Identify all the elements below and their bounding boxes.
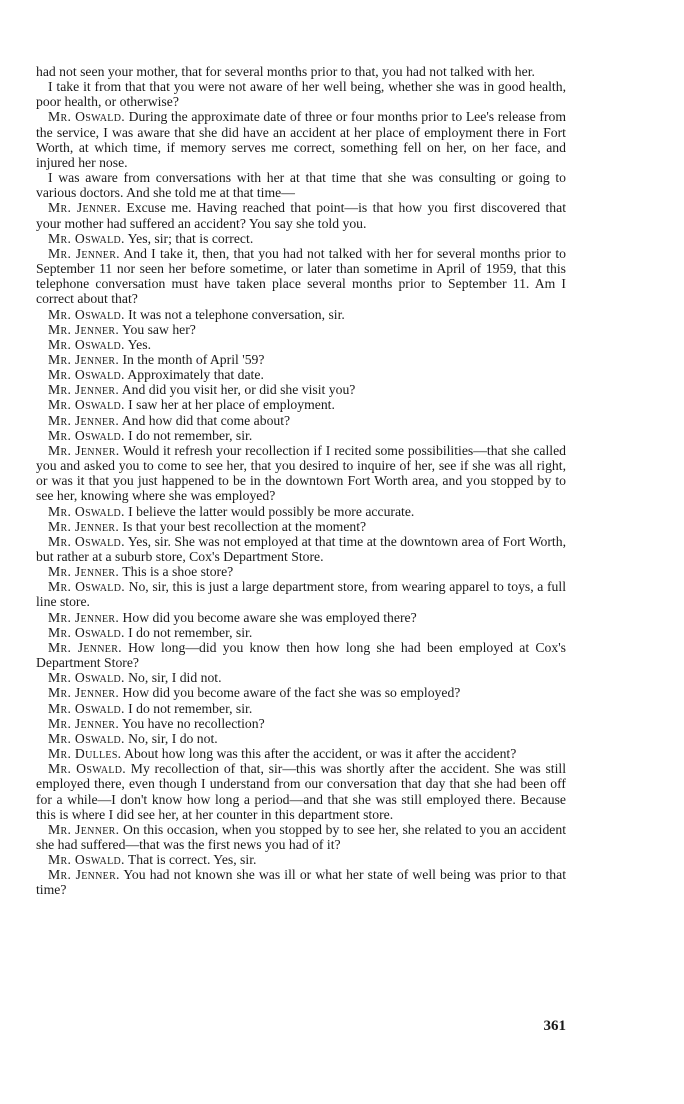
paragraph-text: How did you become aware she was employed there? [122,609,417,625]
speaker-name: Mr. Oswald. [48,761,127,777]
paragraph-text: And did you visit her, or did she visit you? [121,382,356,398]
transcript-paragraph [36,579,566,609]
transcript-paragraph [36,534,566,564]
speaker-name: Mr. Jenner. [48,639,122,655]
paragraph-text: I do not remember, sir. [128,624,253,640]
paragraph-text: You had not known she was ill or what her state of well being was prior to that time? [36,867,566,898]
paragraph-text: I saw her at her place of employment. [128,397,335,413]
paragraph-text: Would it refresh your recollection if I recited some possibilities—that she called you and asked you to come to see her, that you desired to inquire of her, see if she was all right, or was it that you just happened to be in the downtown Fort Worth area, and you stopped by to see her, knowing where she was employed? [36,442,566,504]
transcript-body [36,64,566,898]
paragraph-text: It was not a telephone conversation, sir. [128,306,345,322]
speaker-name: Mr. Jenner. [48,685,120,701]
speaker-name: Mr. Oswald. [48,700,125,716]
speaker-name: Mr. Oswald. [48,533,125,549]
speaker-name: Mr. Oswald. [48,336,125,352]
speaker-name: Mr. Oswald. [48,624,125,640]
transcript-paragraph [36,640,566,670]
transcript-paragraph [36,352,566,367]
transcript-paragraph [36,109,566,170]
transcript-paragraph [36,307,566,322]
speaker-name: Mr. Jenner. [48,821,120,837]
paragraph-text: You have no recollection? [121,715,265,731]
transcript-paragraph [36,413,566,428]
paragraph-text: Yes. [127,336,151,352]
transcript-paragraph [36,322,566,337]
speaker-name: Mr. Jenner. [48,564,120,580]
transcript-paragraph [36,761,566,822]
transcript-paragraph [36,428,566,443]
speaker-name: Mr. Jenner. [48,715,120,731]
speaker-name: Mr. Jenner. [48,321,120,337]
transcript-paragraph [36,397,566,412]
paragraph-text: This is a shoe store? [122,564,234,580]
transcript-paragraph [36,625,566,640]
speaker-name: Mr. Oswald. [48,852,125,868]
transcript-paragraph [36,246,566,307]
speaker-name: Mr. Oswald. [48,306,125,322]
paragraph-text: And how did that come about? [121,412,291,428]
paragraph-text: In the month of April '59? [122,351,265,367]
paragraph-text: No, sir, I did not. [128,670,222,686]
paragraph-text: I believe the latter would possibly be more accurate. [128,503,415,519]
transcript-paragraph [36,822,566,852]
speaker-name: Mr. Jenner. [48,200,122,216]
transcript-paragraph [36,64,566,79]
paragraph-text: On this occasion, when you stopped by to see her, she related to you an accident she had suffered—that was the first news you had of it? [36,821,567,852]
transcript-paragraph [36,716,566,731]
paragraph-text: My recollection of that, sir—this was shortly after the accident. She was still employed there, even though I understand from our conversation that day that she had been off for a while—I don't know how long a period—and that she was still employed there. Because this is where I did see her, at her counter in this department store. [36,761,567,822]
transcript-paragraph [36,852,566,867]
speaker-name: Mr. Jenner. [48,518,120,534]
speaker-name: Mr. Jenner. [48,382,120,398]
transcript-paragraph [36,519,566,534]
transcript-paragraph [36,79,566,109]
speaker-name: Mr. Jenner. [48,609,120,625]
speaker-name: Mr. Jenner. [48,867,120,883]
paragraph-text: That is correct. Yes, sir. [127,852,257,868]
transcript-paragraph [36,504,566,519]
speaker-name: Mr. Jenner. [48,351,120,367]
paragraph-text: I take it from that that you were not aware of her well being, whether she was in good health, poor health, or otherwise? [36,79,566,110]
speaker-name: Mr. Dulles. [48,746,122,762]
speaker-name: Mr. Oswald. [48,670,125,686]
paragraph-text: Yes, sir; that is correct. [127,230,254,246]
transcript-paragraph [36,200,566,230]
transcript-paragraph [36,731,566,746]
paragraph-text: No, sir, I do not. [128,730,218,746]
paragraph-text: Approximately that date. [127,367,264,383]
speaker-name: Mr. Oswald. [48,579,125,595]
speaker-name: Mr. Oswald. [48,367,125,383]
paragraph-text: I do not remember, sir. [128,427,253,443]
speaker-name: Mr. Oswald. [48,427,125,443]
paragraph-text: No, sir, this is just a large department store, from wearing apparel to toys, a full line store. [36,579,566,610]
paragraph-text: I do not remember, sir. [128,700,253,716]
transcript-paragraph [36,170,566,200]
transcript-paragraph [36,382,566,397]
transcript-paragraph [36,564,566,579]
paragraph-text: During the approximate date of three or four months prior to Lee's release from the service, I was aware that she did have an accident at her place of employment there in Fort Worth, at which time, if memory serves me correct, something fell on her, on her face, and injured her nose. [36,109,566,170]
paragraph-text: How long—did you know then how long she had been employed at Cox's Department Store? [36,639,566,671]
transcript-paragraph [36,443,566,504]
speaker-name: Mr. Oswald. [48,109,125,125]
page-number: 361 [543,1018,566,1034]
paragraph-text: You saw her? [121,321,196,337]
speaker-name: Mr. Oswald. [48,730,125,746]
speaker-name: Mr. Oswald. [48,397,125,413]
transcript-paragraph [36,867,566,897]
speaker-name: Mr. Jenner. [48,442,120,458]
speaker-name: Mr. Jenner. [48,412,120,428]
speaker-name: Mr. Oswald. [48,230,125,246]
transcript-paragraph [36,367,566,382]
paragraph-text: Is that your best recollection at the moment? [122,518,367,534]
speaker-name: Mr. Jenner. [48,245,120,261]
transcript-paragraph [36,337,566,352]
paragraph-text: And I take it, then, that you had not talked with her for several months prior to September 11 nor seen her before sometime, or later than sometime in April of 1959, that this telephone conversation must have taken place several months prior to September 11. Am I correct about that? [36,245,566,307]
paragraph-text: Yes, sir. She was not employed at that time at the downtown area of Fort Worth, but rather at a suburb store, Cox's Department Store. [36,533,566,564]
paragraph-text: I was aware from conversations with her at that time that she was consulting or going to various doctors. And she told me at that time— [36,170,566,201]
transcript-paragraph [36,231,566,246]
speaker-name: Mr. Oswald. [48,503,125,519]
paragraph-text: had not seen your mother, that for several months prior to that, you had not talked with her. [36,64,535,79]
transcript-paragraph [36,701,566,716]
paragraph-text: How did you become aware of the fact she was so employed? [122,685,461,701]
transcript-paragraph [36,670,566,685]
transcript-paragraph [36,610,566,625]
transcript-paragraph [36,746,566,761]
paragraph-text: Excuse me. Having reached that point—is that how you first discovered that your mother had suffered an accident? You say she told you. [36,200,566,231]
paragraph-text: About how long was this after the accident, or was it after the accident? [124,746,517,762]
transcript-paragraph [36,685,566,700]
